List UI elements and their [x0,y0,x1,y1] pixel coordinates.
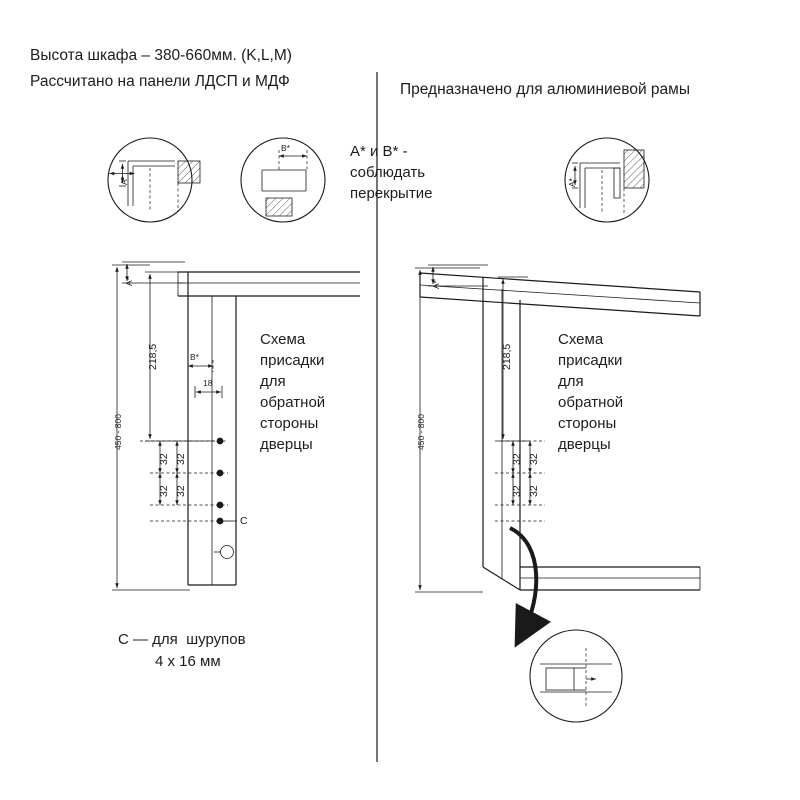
screw-note-line-1: C — для шурупов [118,631,246,648]
right-dim-32-c: 32 [511,485,523,497]
left-scheme-line-4: обратной [260,394,326,411]
right-scheme-line-6: дверцы [558,436,611,453]
right-scheme-line-4: обратной [558,394,624,411]
left-scheme-line-3: для [260,373,286,390]
left-a-marker: A* [124,277,134,286]
overlap-note-line-1: A* и B* - [350,143,408,160]
detail-2-b-marker: B* [281,143,290,153]
left-scheme-line-6: дверцы [260,436,313,453]
overlap-note-line-2: соблюдать [350,164,426,181]
left-dim-32-a: 32 [158,453,170,465]
right-scheme-line-5: стороны [558,415,617,432]
left-c-marker: C [240,515,248,527]
right-dim-32-a: 32 [511,453,523,465]
sheet-title-line-2: Рассчитано на панели ЛДСП и МДФ [30,73,290,90]
left-dim-32-d: 32 [175,485,187,497]
left-scheme-line-1: Схема [260,331,306,348]
right-header: Предназначено для алюминиевой рамы [400,81,690,98]
left-dim-32-b: 32 [175,453,187,465]
detail-1-a-marker: A* [119,176,129,185]
left-dim-218: 218,5 [147,343,159,370]
overlap-note-line-3: перекрытие [350,185,433,202]
left-b-marker: B* [190,352,199,362]
left-scheme-line-5: стороны [260,415,319,432]
right-dim-range: 450 - 800 [416,414,426,450]
right-dim-32-d: 32 [528,485,540,497]
right-a-marker: A* [431,280,441,289]
right-dim-218: 218,5 [501,343,513,370]
left-dim-32-c: 32 [158,485,170,497]
right-scheme-line-2: присадки [558,352,623,369]
left-dim-18: 18 [203,378,213,388]
screw-note-line-2: 4 x 16 мм [155,653,221,670]
right-scheme-line-1: Схема [558,331,604,348]
sheet-title-line-1: Высота шкафа – 380-660мм. (K,L,M) [30,47,292,64]
left-dim-range: 450 - 800 [113,414,123,450]
detail-3-a-marker: A* [567,178,577,187]
right-scheme-line-3: для [558,373,584,390]
left-scheme-line-2: присадки [260,352,325,369]
right-dim-32-b: 32 [528,453,540,465]
